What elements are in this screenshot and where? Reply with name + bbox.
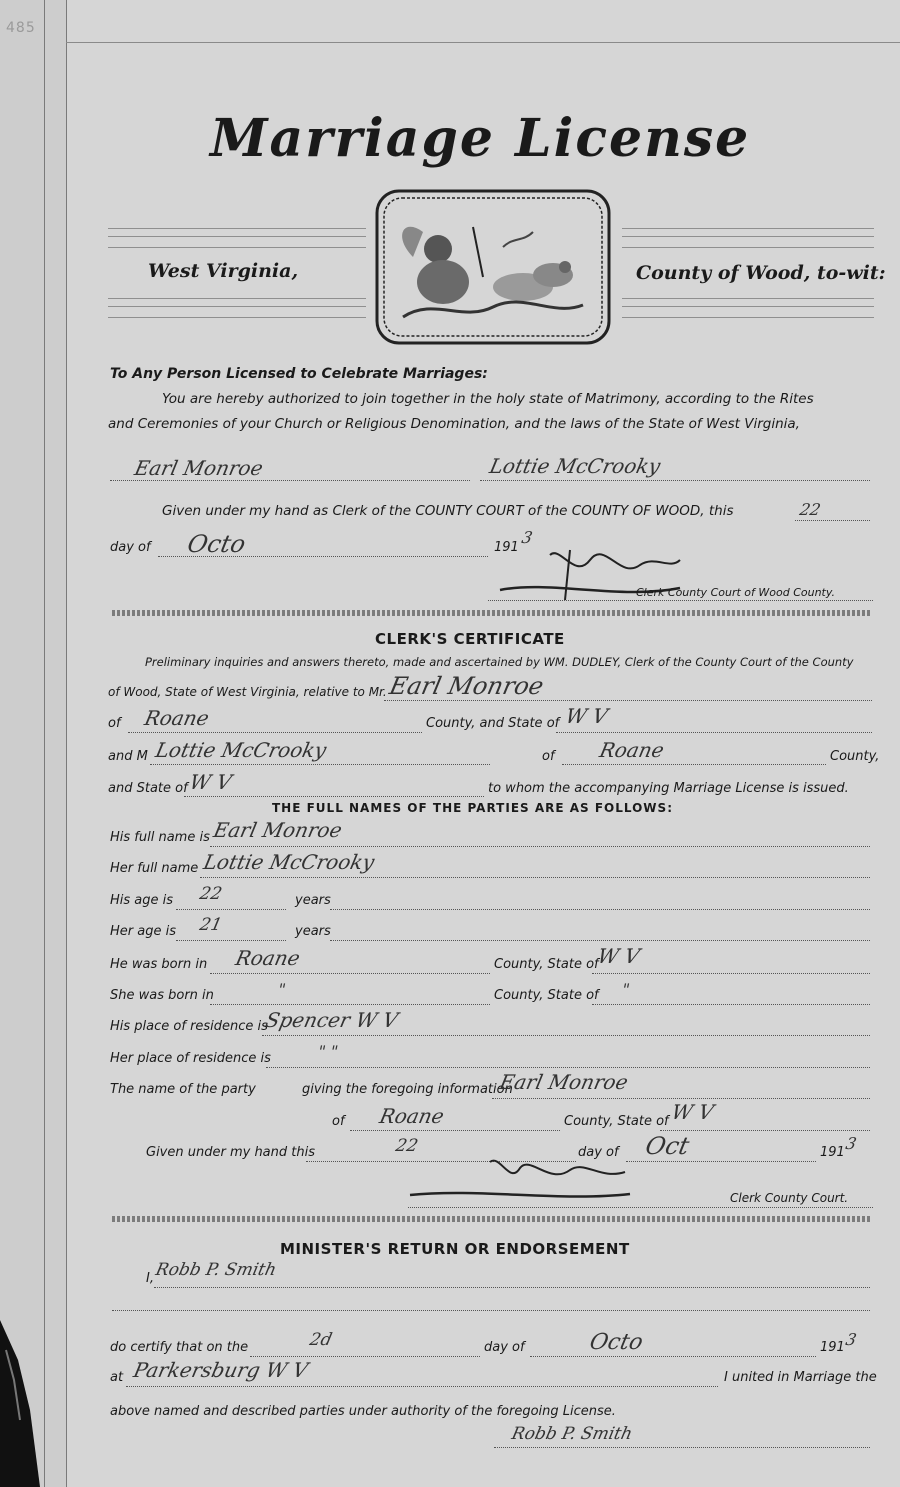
mr-name: Earl Monroe (387, 672, 547, 700)
age-rest-line (330, 909, 870, 910)
informant-label2: giving the foregoing information (302, 1082, 513, 1097)
margin-line (44, 0, 45, 1487)
month: Octo (185, 530, 249, 558)
county-state-of-label: County, and State of (426, 716, 560, 731)
given-month-line (626, 1161, 816, 1162)
section-divider (112, 610, 872, 616)
day-of-label: day of (578, 1145, 619, 1160)
page-number: 485 (6, 20, 36, 36)
license-body-line1: You are hereby authorized to join together in the holy state of Matrimony, according to the Rites (162, 391, 814, 407)
years-label: years (295, 893, 331, 908)
license-body-line2: and Ceremonies of your Church or Religious Denomination, and the laws of the State of West Virginia, (108, 416, 800, 432)
county-state-label: County, State of (494, 957, 599, 972)
decorative-rule (108, 228, 366, 248)
he-born-state: W V (595, 944, 642, 968)
groom-name: Earl Monroe (132, 456, 266, 480)
county-label: County, (830, 749, 880, 764)
mr-county: Roane (142, 706, 212, 730)
cupid-vignette-illustration (373, 187, 613, 347)
margin-line (66, 0, 67, 1487)
his-residence-label: His place of residence is (110, 1019, 268, 1034)
full-names-heading: THE FULL NAMES OF THE PARTIES ARE AS FOLLOWS: (272, 801, 673, 815)
she-born: " (275, 980, 288, 999)
clerk-court-caption: Clerk County Court. (730, 1191, 849, 1205)
his-age: 22 (197, 884, 224, 904)
decorative-rule (622, 298, 874, 318)
his-age-label: His age is (110, 893, 174, 908)
year-suffix: 3 (843, 1134, 859, 1153)
her-full-name-label: Her full name (110, 861, 199, 876)
given-day-line (795, 520, 870, 521)
decorative-rule (622, 228, 874, 248)
minister-month: Octo (587, 1330, 646, 1355)
document-title: Marriage License (210, 108, 751, 169)
informant-county: Roane (377, 1104, 447, 1128)
clerk-caption: Clerk County Court of Wood County. (636, 586, 836, 599)
she-born-state-line (592, 1004, 870, 1005)
her-age: 21 (197, 915, 224, 935)
blank-line (112, 1310, 870, 1311)
day-of-label: day of (484, 1340, 525, 1355)
ms-county-line (562, 764, 826, 765)
she-born-line (210, 1004, 490, 1005)
informant-label1: The name of the party (110, 1082, 256, 1097)
mr-name-line (384, 700, 872, 701)
minister-name-line (154, 1287, 870, 1288)
mr-county-line (128, 732, 422, 733)
ms-name: Lottie McCrooky (153, 738, 329, 762)
ink-smudge (0, 1320, 40, 1487)
years-label: years (295, 924, 331, 939)
he-born-line (210, 973, 490, 974)
header-line (66, 42, 900, 43)
his-full-name: Earl Monroe (211, 818, 345, 842)
year-suffix: 3 (843, 1330, 859, 1349)
minister-signature-line (494, 1447, 870, 1448)
her-residence: " " (315, 1042, 340, 1061)
her-age-label: Her age is (110, 924, 176, 939)
clerk-intro-line1: Preliminary inquiries and answers thereto, made and ascertained by WM. DUDLEY, Clerk of the County Court of the County (145, 655, 854, 669)
she-born-label: She was born in (110, 988, 214, 1003)
his-residence-line (262, 1035, 870, 1036)
year-prefix: 191 (820, 1145, 845, 1160)
minister-name: Robb P. Smith (153, 1260, 279, 1280)
her-residence-label: Her place of residence is (110, 1051, 271, 1066)
minister-day: 2d (307, 1330, 334, 1350)
informant-county-line (350, 1130, 560, 1131)
at-label: at (110, 1370, 124, 1385)
he-born-state-line (592, 973, 870, 974)
given-day: 22 (393, 1136, 420, 1156)
she-born-state: " (619, 980, 632, 999)
informant-name: Earl Monroe (497, 1070, 631, 1094)
page-margin (0, 0, 66, 1487)
clerk-signature-mark (400, 1150, 640, 1210)
bride-name: Lottie McCrooky (487, 454, 663, 478)
minister-signature: Robb P. Smith (509, 1424, 635, 1444)
ms-state: W V (187, 770, 234, 794)
ms-county: Roane (597, 738, 667, 762)
ms-name-line (150, 764, 490, 765)
age-rest-line (330, 940, 870, 941)
given-label: Given under my hand this (146, 1145, 315, 1160)
mr-state: W V (563, 704, 610, 728)
groom-line (110, 480, 470, 481)
informant-state: W V (669, 1100, 716, 1124)
year-prefix: 191 (820, 1340, 845, 1355)
given-text: Given under my hand as Clerk of the COUNTY COURT of the COUNTY OF WOOD, this (162, 503, 734, 519)
closing-text: above named and described parties under authority of the foregoing License. (110, 1404, 616, 1419)
place-line (126, 1386, 718, 1387)
county-label: County of Wood, to-wit: (636, 262, 886, 284)
day-of-label: day of (110, 540, 151, 555)
he-born-label: He was born in (110, 957, 208, 972)
clerk-signature-line (488, 600, 873, 601)
his-full-name-label: His full name is (110, 830, 210, 845)
clerk-intro-line2: of Wood, State of West Virginia, relative to Mr. (108, 685, 387, 699)
informant-state-label: County, State of (564, 1114, 669, 1129)
he-born: Roane (233, 946, 303, 970)
license-issued-text: to whom the accompanying Marriage License is issued. (488, 781, 849, 796)
informant-line (492, 1098, 870, 1099)
his-residence: Spencer W V (263, 1008, 401, 1032)
given-month: Oct (643, 1132, 692, 1160)
ms-state-line (184, 796, 484, 797)
her-full-name-line (200, 877, 870, 878)
minister-heading: MINISTER'S RETURN OR ENDORSEMENT (280, 1240, 630, 1258)
certify-label: do certify that on the (110, 1340, 249, 1355)
informant-of-label: of (332, 1114, 345, 1129)
year-suffix: 3 (519, 528, 535, 547)
clerk-certificate-heading: CLERK'S CERTIFICATE (375, 630, 565, 648)
and-label: and M (108, 749, 148, 764)
of2-label: of (542, 749, 555, 764)
county-state-label: County, State of (494, 988, 599, 1003)
state-label: West Virginia, (148, 260, 299, 282)
her-full-name: Lottie McCrooky (201, 850, 377, 874)
united-label: I united in Marriage the (724, 1370, 877, 1385)
informant-state-line (660, 1130, 870, 1131)
of-label: of (108, 716, 121, 731)
her-residence-line (266, 1067, 870, 1068)
his-full-name-line (210, 846, 870, 847)
his-age-line (176, 909, 286, 910)
salutation: To Any Person Licensed to Celebrate Marriages: (110, 366, 488, 382)
minister-day-line (250, 1356, 480, 1357)
and-state-of-label: and State of (108, 781, 188, 796)
her-age-line (176, 940, 286, 941)
given-day: 22 (797, 500, 823, 519)
place: Parkersburg W V (131, 1358, 311, 1382)
minister-month-line (530, 1356, 816, 1357)
clerk-signature-line (408, 1207, 873, 1208)
section-divider (112, 1216, 872, 1222)
bride-line (480, 480, 870, 481)
i-label: I, (146, 1271, 154, 1286)
mr-state-line (556, 732, 872, 733)
decorative-rule (108, 298, 366, 318)
year-prefix: 191 (494, 540, 519, 555)
